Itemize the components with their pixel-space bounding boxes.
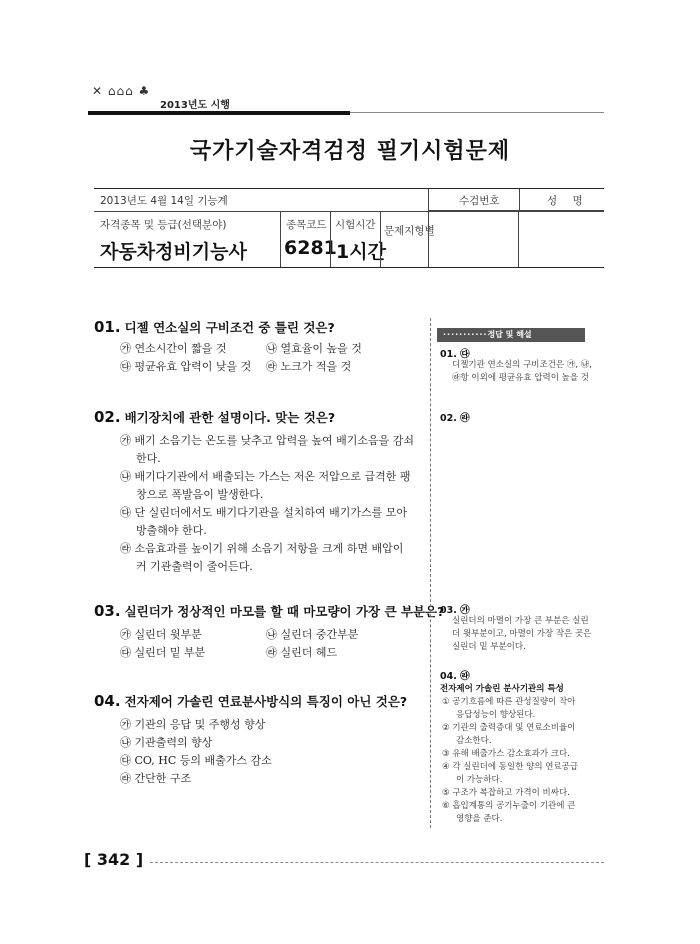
option: ㉯ 실린더 중간부분 bbox=[266, 628, 359, 641]
question-number: 01. bbox=[94, 318, 121, 336]
solution-line: ⑤ 구조가 복잡하고 가격이 비싸다. bbox=[442, 788, 570, 798]
solution-line: ② 기관의 출력증대 및 연료소비율이 bbox=[442, 723, 576, 733]
footer-rule bbox=[150, 862, 604, 863]
option: ㉰ CO, HC 등의 배출가스 감소 bbox=[120, 754, 272, 767]
solution-line: 감소한다. bbox=[456, 736, 492, 746]
solution-line: 실린더 밑 부분이다. bbox=[452, 642, 526, 652]
solution-line: 이 가능하다. bbox=[456, 775, 503, 785]
option: ㉰ 평균유효 압력이 낮을 것 bbox=[120, 360, 252, 373]
question-text: 전자제어 가솔린 연료분사방식의 특징이 아닌 것은? bbox=[124, 694, 408, 709]
solution-line: ③ 유해 배출가스 감소효과가 크다. bbox=[442, 749, 570, 759]
page-number: [ 342 ] bbox=[84, 850, 144, 869]
solution-line: 영향을 준다. bbox=[456, 814, 503, 824]
option: 창으로 폭발음이 발생한다. bbox=[136, 488, 264, 501]
divider bbox=[518, 211, 519, 267]
option: ㉱ 간단한 구조 bbox=[120, 772, 192, 785]
option: ㉮ 배기 소음기는 온도를 낮추고 압력을 높여 배기소음을 감쇠 bbox=[120, 434, 414, 447]
option: ㉮ 기관의 응답 및 주행성 향상 bbox=[120, 718, 266, 731]
solution-01-number: 01. ㉰ bbox=[440, 349, 470, 360]
option: ㉰ 단 실린더에서도 배기다기관을 설치하여 배기가스를 모아 bbox=[120, 506, 408, 519]
label-exam-number: 수검번호 bbox=[459, 195, 500, 207]
option: ㉱ 실린더 헤드 bbox=[266, 646, 338, 659]
solution-line: ⑥ 흡입계통의 공기누출이 기관에 큰 bbox=[442, 801, 576, 811]
question-02-title bbox=[94, 408, 335, 426]
solution-line: 실린더의 마멸이 가장 큰 부분은 실린 bbox=[452, 616, 589, 626]
option: ㉮ 실린더 윗부분 bbox=[120, 628, 202, 641]
solution-02-number: 02. ㉱ bbox=[440, 413, 470, 424]
question-number: 04. bbox=[94, 692, 121, 710]
header-year-label: 2013년도 시행 bbox=[160, 100, 230, 111]
label-exam-type: 문제지형별 bbox=[384, 225, 435, 237]
code-value: 6281 bbox=[284, 237, 337, 259]
divider bbox=[519, 189, 520, 211]
header-bar bbox=[88, 111, 350, 115]
solution-line: ① 공기흐름에 따른 관성질량이 작아 bbox=[442, 697, 576, 707]
solutions-header: ···········정답 및 해설 bbox=[437, 328, 585, 342]
header-decoration-icon: ✕ ⌂⌂⌂ ♣ bbox=[92, 84, 151, 98]
page-title: 국가기술자격검정 필기시험문제 bbox=[189, 139, 511, 164]
divider bbox=[330, 211, 331, 267]
question-03-title bbox=[94, 602, 444, 620]
divider bbox=[428, 211, 429, 267]
question-text: 배기장치에 관한 설명이다. 맞는 것은? bbox=[124, 410, 336, 425]
column-divider bbox=[430, 318, 431, 828]
row-divider bbox=[94, 211, 604, 212]
option: 커 기관출력이 줄어든다. bbox=[136, 560, 253, 573]
solution-line: ㉱항 이외에 평균유효 압력이 높을 것 bbox=[452, 373, 589, 383]
label-code: 종목코드 bbox=[286, 219, 327, 231]
option: 한다. bbox=[136, 452, 161, 465]
option: ㉰ 실린더 밑 부분 bbox=[120, 646, 206, 659]
solution-line: 응답성능이 향상된다. bbox=[456, 710, 536, 720]
divider bbox=[380, 211, 381, 267]
header-rule bbox=[350, 112, 604, 113]
label-subject: 자격종목 및 등급(선택분야) bbox=[100, 219, 227, 231]
label-name: 성 명 bbox=[547, 195, 589, 207]
option: ㉯ 기관출력의 향상 bbox=[120, 736, 213, 749]
option: ㉱ 노크가 적을 것 bbox=[266, 360, 352, 373]
question-text: 실린더가 정상적인 마모를 할 때 마모량이 가장 큰 부분은? bbox=[124, 604, 445, 619]
divider bbox=[280, 211, 281, 267]
subject-value: 자동차정비기능사 bbox=[100, 241, 247, 263]
time-value: 1시간 bbox=[336, 241, 386, 263]
solution-03-number: 03. ㉮ bbox=[440, 605, 470, 616]
page-number-value: 342 bbox=[96, 850, 131, 869]
question-number: 03. bbox=[94, 602, 121, 620]
exam-date: 2013년도 4월 14일 기능계 bbox=[100, 195, 228, 207]
solution-04-number: 04. ㉱ bbox=[440, 671, 470, 682]
solution-line: ④ 각 실린더에 동일한 양의 연료공급 bbox=[442, 762, 579, 772]
option: ㉱ 소음효과를 높이기 위해 소음기 저항을 크게 하면 배압이 bbox=[120, 542, 404, 555]
option: ㉯ 열효율이 높을 것 bbox=[266, 342, 362, 355]
label-time: 시험시간 bbox=[335, 219, 376, 231]
question-01-title bbox=[94, 318, 335, 336]
solutions-header-label: 정답 및 해설 bbox=[487, 330, 532, 339]
option: 방출해야 한다. bbox=[136, 524, 207, 537]
question-04-title bbox=[94, 692, 407, 710]
header-cells bbox=[428, 189, 604, 211]
option: ㉮ 연소시간이 짧을 것 bbox=[120, 342, 227, 355]
solution-line: 더 윗부분이고, 마멸이 가장 작은 곳은 bbox=[452, 629, 592, 639]
exam-info-table bbox=[94, 188, 604, 268]
question-text: 디젤 연소실의 구비조건 중 틀린 것은? bbox=[124, 320, 335, 335]
solution-line: 디젤기관 연소실의 구비조건은 ㉮, ㉯, bbox=[452, 360, 592, 370]
question-number: 02. bbox=[94, 408, 121, 426]
solution-04-heading: 전자제어 가솔린 분사기관의 특성 bbox=[440, 684, 564, 694]
option: ㉯ 배기다기관에서 배출되는 가스는 저온 저압으로 급격한 팽 bbox=[120, 470, 411, 483]
